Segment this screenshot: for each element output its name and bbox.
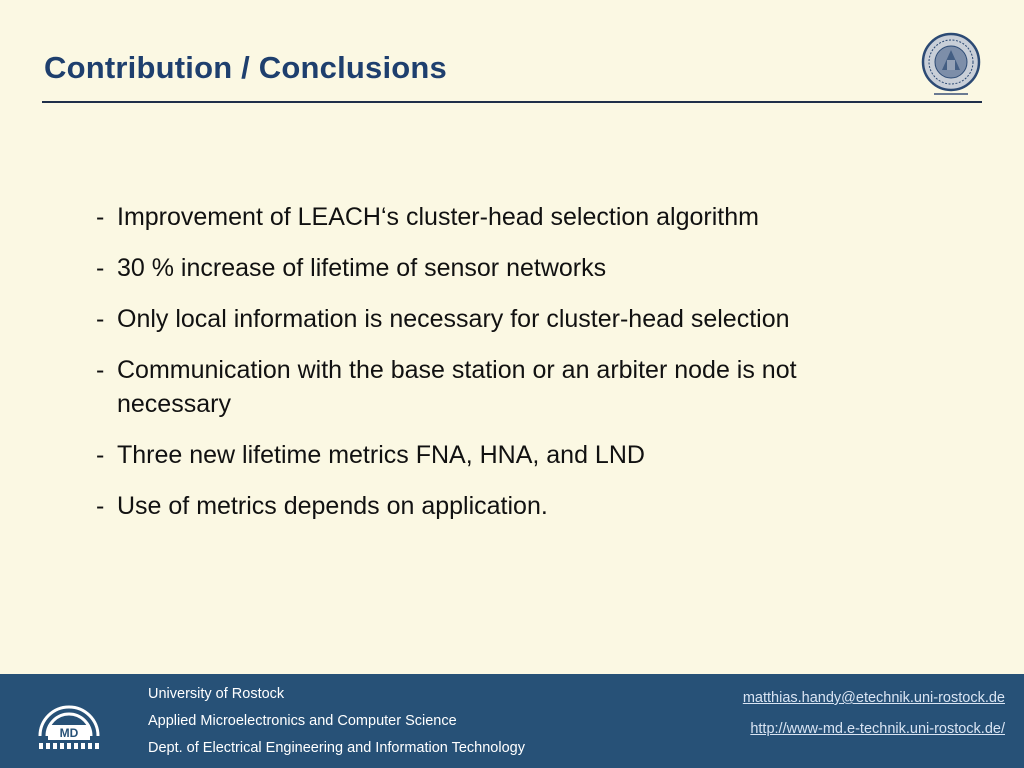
university-seal-icon xyxy=(920,32,982,98)
title-divider xyxy=(42,101,982,103)
list-item xyxy=(96,302,916,336)
bullet-marker: - xyxy=(96,356,105,384)
list-item xyxy=(96,353,916,421)
bullet-marker: - xyxy=(96,492,105,520)
bullet-text: Communication with the base station or an arbiter node is not necessary xyxy=(117,356,797,418)
footer-bar xyxy=(0,674,1024,768)
bullet-text: Only local information is necessary for cluster-head selection xyxy=(117,305,790,333)
list-item xyxy=(96,489,916,523)
footer-university: University of Rostock xyxy=(148,686,285,702)
website-link[interactable]: http://www-md.e-technik.uni-rostock.de/ xyxy=(750,721,1005,737)
bullet-marker: - xyxy=(96,441,105,469)
list-item xyxy=(96,251,916,285)
bullet-text: 30 % increase of lifetime of sensor networks xyxy=(117,254,607,282)
bullet-text: Use of metrics depends on application. xyxy=(117,492,548,520)
footer-institute: Applied Microelectronics and Computer Science xyxy=(148,713,457,729)
footer-department: Dept. of Electrical Engineering and Information Technology xyxy=(148,740,525,756)
bullet-marker: - xyxy=(96,203,105,231)
bullet-text: Three new lifetime metrics FNA, HNA, and LND xyxy=(117,441,645,469)
conclusions-list xyxy=(96,200,916,540)
list-item xyxy=(96,438,916,472)
email-link[interactable]: matthias.handy@etechnik.uni-rostock.de xyxy=(742,690,1005,706)
list-item xyxy=(96,200,916,234)
bullet-marker: - xyxy=(96,254,105,282)
md-logo-text: MD xyxy=(59,726,79,740)
md-logo-icon xyxy=(34,698,104,754)
bullet-marker: - xyxy=(96,305,105,333)
slide-title: Contribution / Conclusions xyxy=(44,50,447,85)
bullet-text: Improvement of LEACH‘s cluster-head selection algorithm xyxy=(117,203,759,231)
